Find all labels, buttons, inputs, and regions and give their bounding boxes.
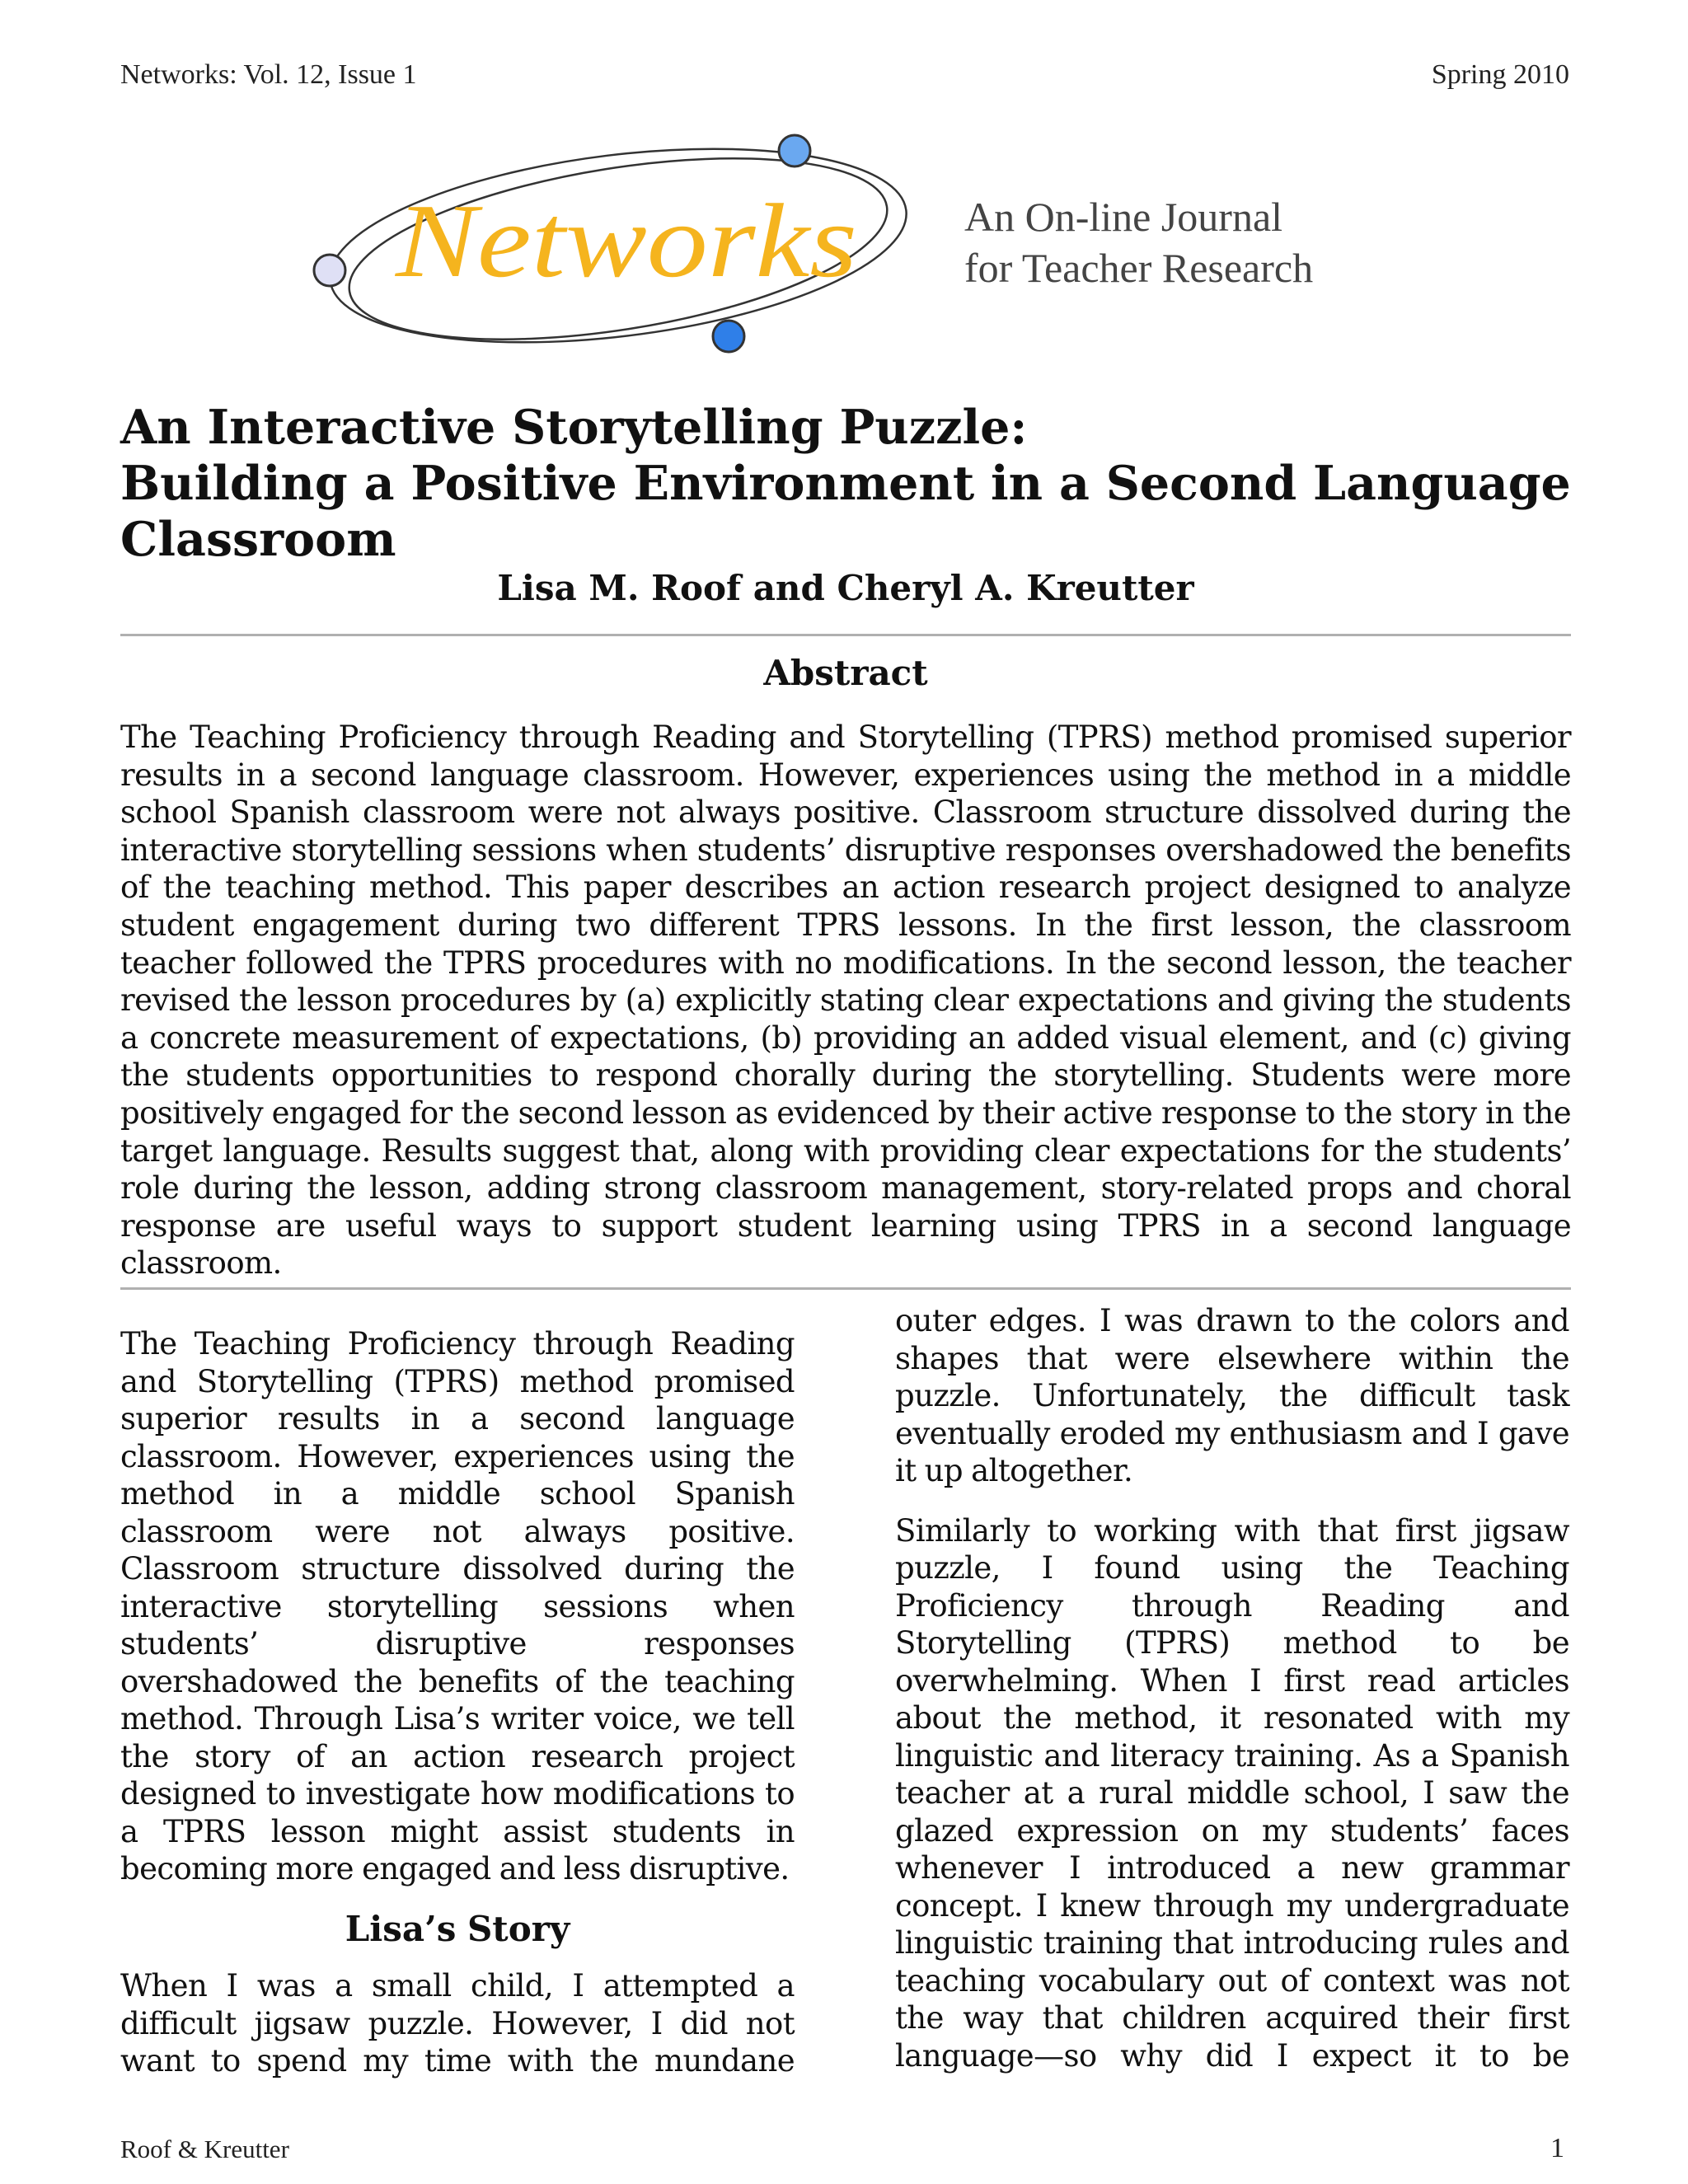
section-heading-lisas-story: Lisa’s Story [345, 1908, 570, 1949]
body-column-right [895, 1302, 1569, 2074]
article-title [120, 400, 1571, 568]
divider-bottom [120, 1287, 1571, 1290]
abstract-heading: Abstract [763, 653, 928, 693]
orbit-node-left [314, 255, 345, 286]
divider-top [120, 634, 1571, 636]
title-line-3: Classroom [120, 512, 396, 567]
article-authors: Lisa M. Roof and Cheryl A. Kreutter [497, 568, 1194, 608]
orbit-node-top [779, 135, 810, 166]
running-header-date: Spring 2010 [1431, 59, 1569, 90]
running-header-journal: Networks: Vol. 12, Issue 1 [120, 59, 417, 90]
tprs-paragraph: Similarly to working with that first jigsaw puzzle, I found using the Teaching Proficiency through Reading and Storytelling (TPRS) method to be overwhelming. When I first read articles about the method, it resonated with my linguistic and literacy training. As a Spanish teacher at a rural middle school, I saw the glazed expression on my students’ faces whenever I introduced a new grammar concept. I knew through my undergraduate linguistic training that introducing rules and teaching vocabulary out of context was not the way that children acquired their first language—so why did I expect it to be [895, 1512, 1569, 2074]
networks-logo [307, 124, 1395, 371]
logo-tagline-line1: An On-line Journal [964, 194, 1283, 240]
story-paragraph-start: When I was a small child, I attempted a difficult jigsaw puzzle. However, I did not want to spend my time with the mundane [120, 1968, 795, 2079]
body-column-left [120, 1325, 795, 2080]
logo-wordmark: Networks [394, 182, 857, 299]
orbit-node-bottom [713, 321, 744, 352]
story-paragraph-continued: outer edges. I was drawn to the colors and shapes that were elsewhere within the puzzle. Unfortunately, the difficult task eventually eroded my enthusiasm and I gave it up altogether. [895, 1303, 1569, 1488]
logo-tagline-line2: for Teacher Research [964, 245, 1314, 291]
intro-paragraph: The Teaching Proficiency through Reading and Storytelling (TPRS) method promised superior results in a second language classroom. However, experiences using the method in a middle school Spanish classroom were not always positive. Classroom structure dissolved during the interactive storytelling sessions when students’ disruptive responses overshadowed the benefits of the teaching method. Through Lisa’s writer voice, we tell the story of an action research project designed to investigate how modifications to a TPRS lesson might assist students in becoming more engaged and less disruptive. [120, 1326, 795, 1886]
abstract-text: The Teaching Proficiency through Reading and Storytelling (TPRS) method promised superior results in a second language classroom. However, experiences using the method in a middle school Spanish classroom were not always positive. Classroom structure dissolved during the interactive storytelling sessions when students’ disruptive responses overshadowed the benefits of the teaching method. This paper describes an action research project designed to analyze student engagement during two different TPRS lessons. In the first lesson, the classroom teacher followed the TPRS procedures with no modifications. In the second lesson, the teacher revised the lesson procedures by (a) explicitly stating clear expectations and giving the students a concrete measurement of expectations, (b) providing an added visual element, and (c) giving the students opportunities to respond chorally during the storytelling. Students were more positively engaged for the second lesson as evidenced by their active response to the story in the target language. Results suggest that, along with providing clear expectations for the students’ role during the lesson, adding strong classroom management, story-related props and choral response are useful ways to support student learning using TPRS in a second language classroom. [120, 719, 1571, 1282]
title-line-2: Building a Positive Environment in a Second Language [120, 456, 1571, 511]
title-line-1: An Interactive Storytelling Puzzle: [120, 400, 1028, 455]
page-number: 1 [1550, 2133, 1564, 2163]
footer-authors: Roof & Kreutter [120, 2135, 289, 2163]
